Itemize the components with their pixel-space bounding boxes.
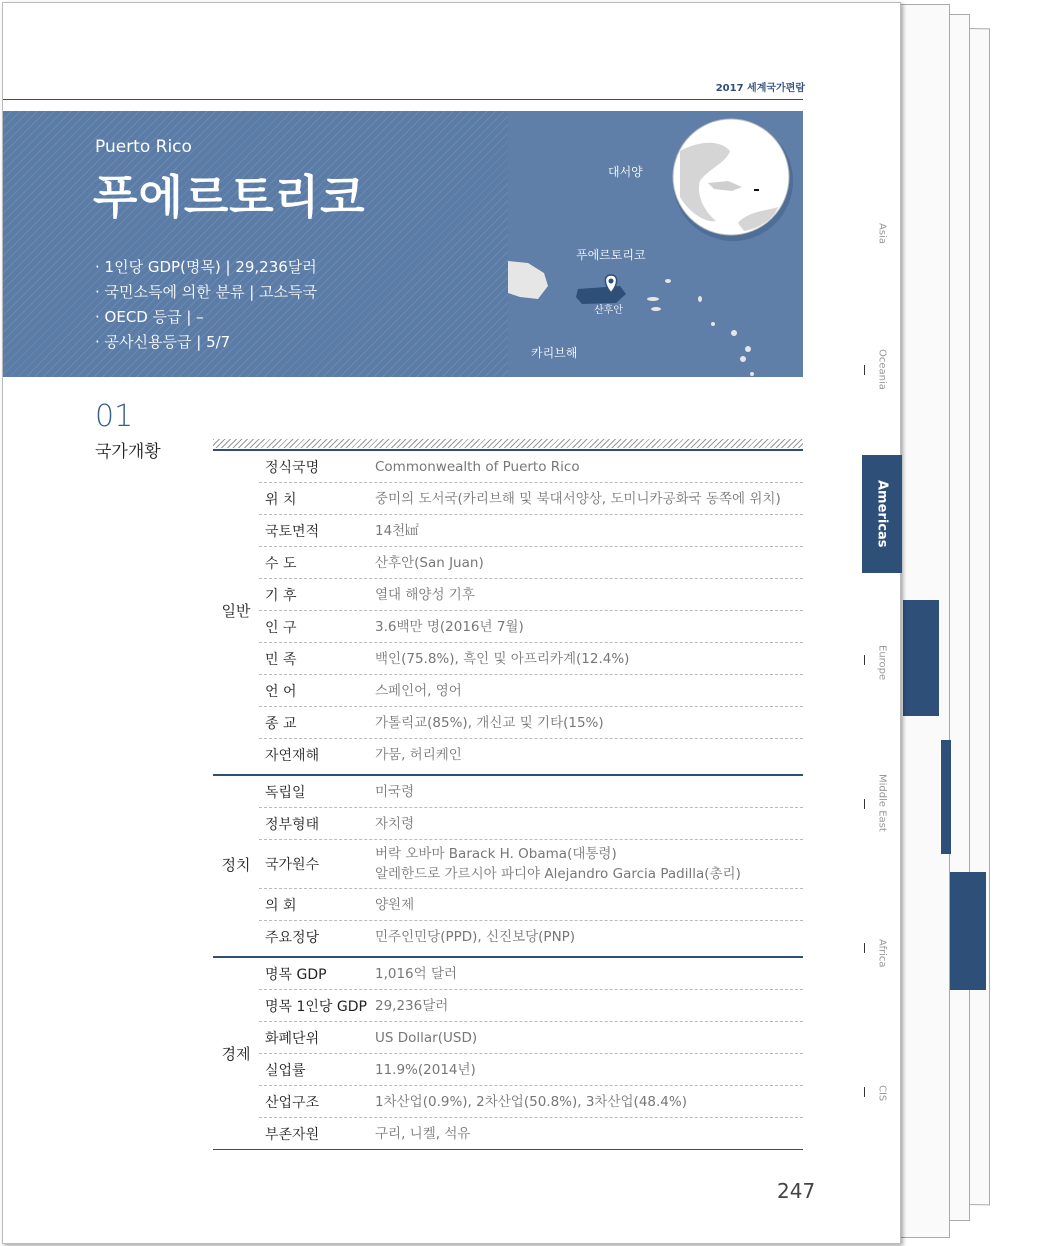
page-number: 247 <box>777 1179 816 1203</box>
table-row <box>259 958 803 990</box>
value-line: 11.9%(2014년) <box>375 1061 476 1078</box>
row-value <box>375 613 803 641</box>
value-line: 중미의 도서국(카리브해 및 북대서양상, 도미니카공화국 동쪽에 위치) <box>375 490 781 507</box>
country-name-en: Puerto Rico <box>95 137 192 157</box>
tab-asia[interactable] <box>862 203 902 263</box>
row-value <box>375 709 803 737</box>
table-group-economy <box>213 956 803 1150</box>
row-value <box>375 840 803 888</box>
book-page <box>2 2 901 1244</box>
table-row <box>259 889 803 921</box>
table-row <box>259 643 803 675</box>
overview-table <box>213 449 803 1150</box>
tab-label: Americas <box>874 480 890 548</box>
table-row <box>259 515 803 547</box>
header-rule <box>3 99 803 100</box>
table-row <box>259 1054 803 1086</box>
value-line: 미국령 <box>375 783 415 800</box>
row-key: 정부형태 <box>265 816 320 833</box>
row-value <box>375 1056 803 1084</box>
island-shape <box>665 279 671 283</box>
table-row <box>259 675 803 707</box>
island-shape <box>750 372 754 376</box>
capital-star-icon <box>609 279 614 284</box>
table-row <box>259 483 803 515</box>
row-value <box>375 741 803 769</box>
section-number: 01 <box>95 399 134 434</box>
value-line: 스페인어, 영어 <box>375 682 462 699</box>
value-line: 양원제 <box>375 896 415 913</box>
row-value <box>375 517 803 545</box>
value-line: 1차산업(0.9%), 2차산업(50.8%), 3차산업(48.4%) <box>375 1093 687 1110</box>
row-key: 실업률 <box>265 1062 306 1079</box>
tab-americas[interactable] <box>862 455 902 573</box>
value-line: 산후안(San Juan) <box>375 554 484 571</box>
tab-label: Oceania <box>876 348 888 390</box>
row-value <box>375 810 803 838</box>
island-shape <box>731 330 737 336</box>
value-line: Commonwealth of Puerto Rico <box>375 458 580 475</box>
row-key: 명목 GDP <box>265 966 327 983</box>
row-key: 독립일 <box>265 784 306 801</box>
row-key: 의 회 <box>265 897 297 914</box>
table-row <box>259 547 803 579</box>
tab-europe[interactable] <box>862 633 902 693</box>
table-row <box>259 921 803 952</box>
island-shape <box>711 322 715 326</box>
value-line: 14천㎢ <box>375 522 419 539</box>
row-value <box>375 1088 803 1116</box>
row-key: 수 도 <box>265 555 297 572</box>
tab-africa[interactable] <box>862 923 902 983</box>
fact-gdp-per-capita: · 1인당 GDP(명목) | 29,236달러 <box>95 258 317 276</box>
row-key: 자연재해 <box>265 747 320 764</box>
tab-oceania[interactable] <box>862 333 902 405</box>
hispaniola-land <box>508 261 548 299</box>
table-row <box>259 579 803 611</box>
row-value <box>375 677 803 705</box>
row-key: 화폐단위 <box>265 1030 320 1047</box>
table-row <box>259 451 803 483</box>
value-line: US Dollar(USD) <box>375 1029 478 1046</box>
tab-label: Middle East <box>876 774 888 832</box>
tab-label: Asia <box>876 222 888 244</box>
group-label: 경제 <box>221 1045 251 1063</box>
fact-income-class: · 국민소득에 의한 분류 | 고소득국 <box>95 283 318 301</box>
island-shape <box>647 297 659 301</box>
map-label-capital: 산후안 <box>594 305 623 316</box>
row-key: 명목 1인당 GDP <box>265 998 367 1015</box>
map-graphic <box>508 111 803 377</box>
table-row <box>259 1022 803 1054</box>
table-hatch-bar <box>213 439 803 448</box>
table-group-politics <box>213 774 803 952</box>
globe-location-marker <box>754 189 759 191</box>
value-line: 민주인민당(PPD), 신진보당(PNP) <box>375 928 576 945</box>
tab-middle-east[interactable] <box>862 767 902 839</box>
table-row <box>259 776 803 808</box>
row-key: 언 어 <box>265 683 297 700</box>
row-value <box>375 581 803 609</box>
section-title: 국가개황 <box>95 442 161 462</box>
row-key: 기 후 <box>265 587 297 604</box>
value-line: 백인(75.8%), 흑인 및 아프리카계(12.4%) <box>375 650 630 667</box>
tab-cis[interactable] <box>862 1073 902 1113</box>
row-value <box>375 891 803 919</box>
value-line: 버락 오바마 Barack H. Obama(대통령) <box>375 846 617 862</box>
table-row <box>259 707 803 739</box>
group-label: 정치 <box>221 855 251 874</box>
row-value <box>375 923 803 951</box>
table-row <box>259 611 803 643</box>
row-key: 민 족 <box>265 651 297 668</box>
row-key: 인 구 <box>265 619 297 636</box>
island-shape <box>745 346 751 352</box>
table-row <box>259 1086 803 1118</box>
row-value <box>375 645 803 673</box>
row-key: 산업구조 <box>265 1094 320 1111</box>
row-value <box>375 960 803 988</box>
value-line: 열대 해양성 기후 <box>375 586 475 603</box>
island-shape <box>698 296 702 302</box>
row-value <box>375 778 803 806</box>
island-shape <box>740 356 746 362</box>
table-row <box>259 1118 803 1149</box>
value-line: 알레한드로 가르시아 파디야 Alejandro Garcia Padilla(총리) <box>375 866 741 882</box>
value-line: 29,236달러 <box>375 997 449 1014</box>
location-map <box>508 111 803 377</box>
summary-facts <box>95 255 317 355</box>
row-key: 국토면적 <box>265 523 320 540</box>
group-label: 일반 <box>221 602 251 620</box>
table-row <box>259 840 803 889</box>
tab-label: Europe <box>876 645 888 681</box>
row-value <box>375 1024 803 1052</box>
value-line: 구리, 니켈, 석유 <box>375 1125 471 1142</box>
edge-tab-marker <box>950 872 986 990</box>
row-value <box>375 1120 803 1148</box>
row-key: 위 치 <box>265 491 297 508</box>
table-group-general <box>213 449 803 770</box>
row-key: 주요정당 <box>265 929 320 946</box>
edge-tab-marker <box>903 600 939 716</box>
row-value <box>375 549 803 577</box>
value-line: 1,016억 달러 <box>375 965 458 982</box>
map-label-ocean: 대서양 <box>608 165 643 179</box>
tab-label: Africa <box>876 938 888 968</box>
country-name-ko: 푸에르토리코 <box>93 170 366 224</box>
table-row <box>259 739 803 770</box>
fact-credit-grade: · 공사신용등급 | 5/7 <box>95 333 231 351</box>
row-key: 정식국명 <box>265 459 320 476</box>
running-head: 2017 세계국가편람 <box>715 83 805 94</box>
tab-label: CIS <box>876 1084 888 1102</box>
value-line: 가뭄, 허리케인 <box>375 746 462 763</box>
table-row <box>259 990 803 1022</box>
edge-tab-marker <box>941 740 951 854</box>
row-value <box>375 485 803 513</box>
row-key: 국가원수 <box>265 857 320 873</box>
value-line: 가톨릭교(85%), 개신교 및 기타(15%) <box>375 714 604 731</box>
island-shape <box>651 307 661 311</box>
row-value <box>375 453 803 481</box>
value-line: 자치령 <box>375 815 415 832</box>
row-key: 부존자원 <box>265 1126 320 1143</box>
value-line: 3.6백만 명(2016년 7월) <box>375 618 524 635</box>
fact-oecd-grade: · OECD 등급 | – <box>95 308 204 326</box>
map-label-country: 푸에르토리코 <box>576 248 646 262</box>
table-row <box>259 808 803 840</box>
row-value <box>375 992 803 1020</box>
map-label-sea: 카리브해 <box>531 346 578 360</box>
row-key: 종 교 <box>265 715 297 732</box>
